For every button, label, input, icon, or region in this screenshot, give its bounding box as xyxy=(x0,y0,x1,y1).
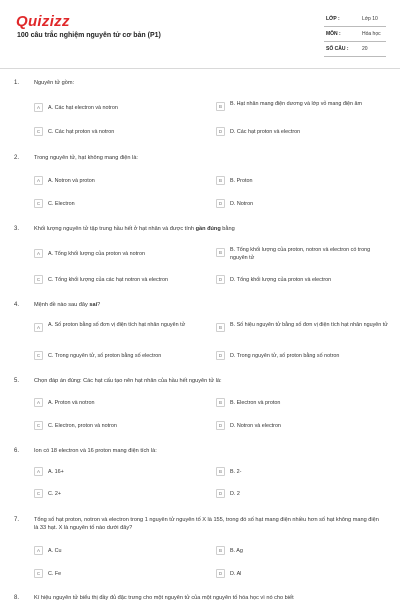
meta-question-count xyxy=(324,43,386,55)
option-letter: A xyxy=(34,323,43,332)
option-text: D. Các hạt proton và electron xyxy=(230,129,301,135)
question-number: 5. xyxy=(14,378,20,384)
option-letter: A xyxy=(34,467,43,476)
option-text: D. Trong nguyên tử, số proton bằng số notron xyxy=(230,353,340,359)
question-number: 4. xyxy=(14,302,20,308)
question-text xyxy=(34,225,384,233)
option-letter: D xyxy=(216,569,225,578)
option-letter: D xyxy=(216,275,225,284)
option-letter: A xyxy=(34,249,43,258)
option-letter: C xyxy=(34,275,43,284)
option-letter: D xyxy=(216,127,225,136)
option-text: A. Số proton bằng số đơn vị điện tích hạt nhân nguyên tử xyxy=(48,322,186,328)
option-letter: C xyxy=(34,569,43,578)
meta-value: Lớp 10 xyxy=(362,16,378,22)
option-letter: A xyxy=(34,398,43,407)
option-text: B. Số hiệu nguyên tử bằng số đơn vị điện tích hạt nhân nguyên tử xyxy=(230,322,388,328)
worksheet-title: 100 câu trắc nghiệm nguyên tử cơ bản (P1) xyxy=(17,32,161,39)
question-text-part: bằng xyxy=(220,226,235,232)
option-text: B. Proton xyxy=(230,178,253,184)
worksheet-header xyxy=(0,0,400,68)
option-text: A. Proton và notron xyxy=(48,400,95,406)
question-number: 7. xyxy=(14,517,20,523)
meta-label: LỚP : xyxy=(326,16,340,22)
question-text: Nguyên tử gồm: xyxy=(34,80,75,86)
question-text: Kí hiệu nguyên tử biểu thị đầy đủ đặc trưng cho một nguyên tử của một nguyên tố hóa học vì nó cho biết xyxy=(34,595,294,600)
question-text: Ion có 18 electron và 16 proton mang điện tích là: xyxy=(34,448,157,454)
option-text: C. 2+ xyxy=(48,491,62,497)
option-text: C. Electron, proton và notron xyxy=(48,423,117,429)
option-letter: C xyxy=(34,351,43,360)
option-text: B. Electron và proton xyxy=(230,400,281,406)
meta-grade xyxy=(324,13,386,25)
question-text-part: Khối lượng nguyên tử tập trung hầu hết ở hạt nhân và được tính xyxy=(34,226,196,232)
option-letter: A xyxy=(34,546,43,555)
option-text: A. 16+ xyxy=(48,469,64,475)
quizizz-logo: Quizizz xyxy=(16,13,70,30)
option-text: D. Al xyxy=(230,571,242,577)
option-text: B. Ag xyxy=(230,548,243,554)
question-number: 1. xyxy=(14,80,20,86)
question-text-part: Mệnh đề nào sau đây xyxy=(34,302,90,308)
question-number: 3. xyxy=(14,226,20,232)
option-letter: B xyxy=(216,102,225,111)
meta-value: Hóa học xyxy=(362,31,381,37)
option-letter: B xyxy=(216,467,225,476)
option-letter: B xyxy=(216,323,225,332)
option-text: C. Electron xyxy=(48,201,75,207)
question-text: Chọn đáp án đúng: Các hạt cấu tạo nên hạt nhân của hầu hết nguyên tử là: xyxy=(34,378,222,384)
option-letter: B xyxy=(216,398,225,407)
meta-divider xyxy=(324,56,386,57)
option-text: A. Các hạt electron và notron xyxy=(48,105,118,111)
option-letter: A xyxy=(34,176,43,185)
option-text: A. Notron và proton xyxy=(48,178,95,184)
option-text: C. Các hạt proton và notron xyxy=(48,129,115,135)
option-letter: C xyxy=(34,199,43,208)
question-number: 6. xyxy=(14,448,20,454)
option-text: D. Notron và electron xyxy=(230,423,281,429)
option-letter: B xyxy=(216,176,225,185)
header-divider xyxy=(0,68,400,69)
meta-divider xyxy=(324,41,386,42)
option-text: C. Fe xyxy=(48,571,62,577)
option-text: D. Notron xyxy=(230,201,254,207)
question-text-part: ? xyxy=(97,302,101,308)
option-letter: C xyxy=(34,421,43,430)
meta-label: SỐ CÂU : xyxy=(326,46,349,52)
option-letter: A xyxy=(34,103,43,112)
option-letter: C xyxy=(34,489,43,498)
option-text: A. Tổng khối lượng của proton và notron xyxy=(48,251,145,257)
question-text xyxy=(34,301,384,309)
option-text: B. Tổng khối lượng của proton, notron và electron có trong nguyên tử xyxy=(230,247,371,261)
option-text: B. Hạt nhân mang điện dương và lớp vỏ mang điện âm xyxy=(230,101,363,107)
option-text: B. 2- xyxy=(230,469,242,475)
option-text: C. Trong nguyên tử, số proton bằng số electron xyxy=(48,353,162,359)
question-text: Trong nguyên tử, hạt không mang điện là: xyxy=(34,155,138,161)
question-text: Tổng số hạt proton, notron và electron trong 1 nguyên tử nguyên tố X là 155, trong đó số hạt mang điện nhiều hơn số hạt không mang điện là 33 hạt. X là nguyên tố nào dưới đây? xyxy=(34,517,379,531)
option-letter: D xyxy=(216,199,225,208)
question-text-emphasis: gần đúng xyxy=(195,226,221,232)
meta-value: 20 xyxy=(362,46,368,52)
option-text: D. Tổng khối lượng của proton và electron xyxy=(230,277,332,283)
option-text: A. Cu xyxy=(48,548,62,554)
option-letter: D xyxy=(216,489,225,498)
option-text: C. Tổng khối lượng của các hạt notron và electron xyxy=(48,277,169,283)
option-letter: D xyxy=(216,421,225,430)
option-text: D. 2 xyxy=(230,491,240,497)
meta-subject xyxy=(324,28,386,40)
option-letter: C xyxy=(34,127,43,136)
meta-divider xyxy=(324,26,386,27)
option-letter: B xyxy=(216,546,225,555)
option-letter: D xyxy=(216,351,225,360)
meta-label: MÔN : xyxy=(326,31,341,37)
question-text-emphasis: sai xyxy=(89,302,98,308)
option-letter: B xyxy=(216,248,225,257)
question-number: 2. xyxy=(14,155,20,161)
question-number: 8. xyxy=(14,595,20,600)
